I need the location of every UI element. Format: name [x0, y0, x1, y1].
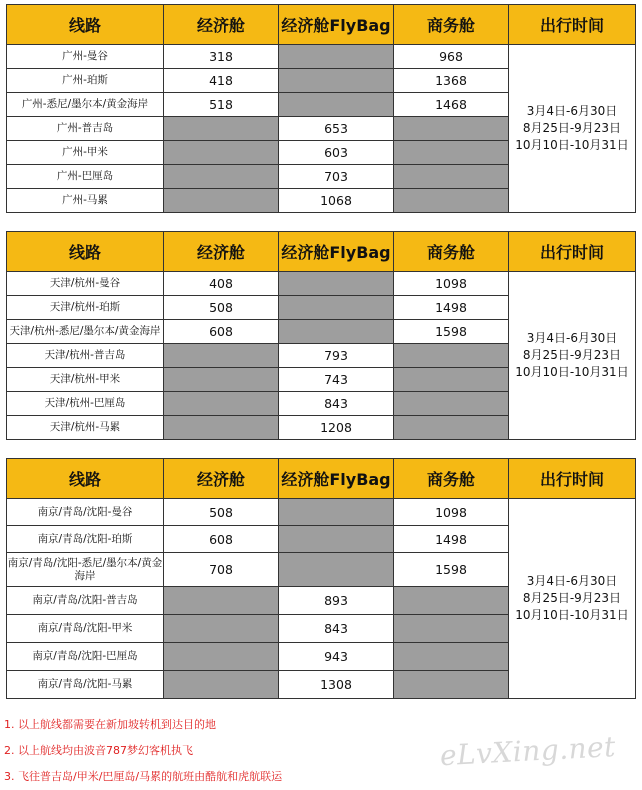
- flybag-price-cell: 893: [279, 587, 394, 615]
- header-route: 线路: [7, 5, 164, 45]
- header-economy: 经济舱: [164, 459, 279, 499]
- travel-period-line3: 10月10日-10月31日: [515, 608, 629, 622]
- header-period: 出行时间: [509, 5, 636, 45]
- unavailable-cell: [164, 344, 279, 368]
- travel-period-line1: 3月4日-6月30日: [526, 104, 618, 118]
- route-cell: 天津/杭州-曼谷: [7, 272, 164, 296]
- route-cell: 南京/青岛/沈阳-巴厘岛: [7, 643, 164, 671]
- unavailable-cell: [279, 526, 394, 553]
- header-flybag: 经济舱FlyBag: [279, 459, 394, 499]
- unavailable-cell: [164, 643, 279, 671]
- note-3: 3. 飞往普吉岛/甲米/巴厘岛/马累的航班由酷航和虎航联运: [4, 770, 283, 783]
- business-price-cell: 1098: [394, 272, 509, 296]
- unavailable-cell: [394, 671, 509, 699]
- business-price-cell: 968: [394, 45, 509, 69]
- route-cell: 广州-悉尼/墨尔本/黄金海岸: [7, 93, 164, 117]
- business-price-cell: 1098: [394, 499, 509, 526]
- business-price-cell: 1598: [394, 553, 509, 587]
- route-cell: 南京/青岛/沈阳-普吉岛: [7, 587, 164, 615]
- unavailable-cell: [164, 416, 279, 440]
- unavailable-cell: [394, 615, 509, 643]
- header-economy: 经济舱: [164, 5, 279, 45]
- business-price-cell: 1598: [394, 320, 509, 344]
- flybag-price-cell: 743: [279, 368, 394, 392]
- route-cell: 天津/杭州-巴厘岛: [7, 392, 164, 416]
- header-row: [7, 232, 636, 272]
- travel-period-line2: 8月25日-9月23日: [522, 348, 622, 362]
- unavailable-cell: [164, 165, 279, 189]
- route-cell: 广州-马累: [7, 189, 164, 213]
- flybag-price-cell: 793: [279, 344, 394, 368]
- unavailable-cell: [394, 141, 509, 165]
- travel-period-line1: 3月4日-6月30日: [526, 331, 618, 345]
- business-price-cell: 1498: [394, 526, 509, 553]
- route-cell: 天津/杭州-甲米: [7, 368, 164, 392]
- route-cell: 广州-甲米: [7, 141, 164, 165]
- flybag-price-cell: 1308: [279, 671, 394, 699]
- economy-price-cell: 608: [164, 526, 279, 553]
- flybag-price-cell: 703: [279, 165, 394, 189]
- route-cell: 广州-珀斯: [7, 69, 164, 93]
- note-1: 1. 以上航线都需要在新加坡转机到达目的地: [4, 718, 216, 731]
- unavailable-cell: [394, 189, 509, 213]
- unavailable-cell: [279, 45, 394, 69]
- route-cell: 广州-普吉岛: [7, 117, 164, 141]
- travel-period-cell: [509, 272, 636, 440]
- header-business: 商务舱: [394, 5, 509, 45]
- economy-price-cell: 508: [164, 296, 279, 320]
- route-cell: 南京/青岛/沈阳-珀斯: [7, 526, 164, 553]
- flybag-price-cell: 603: [279, 141, 394, 165]
- travel-period-line2: 8月25日-9月23日: [522, 121, 622, 135]
- unavailable-cell: [394, 344, 509, 368]
- unavailable-cell: [279, 93, 394, 117]
- unavailable-cell: [279, 296, 394, 320]
- unavailable-cell: [164, 615, 279, 643]
- route-cell: 广州-曼谷: [7, 45, 164, 69]
- travel-period-line3: 10月10日-10月31日: [515, 138, 629, 152]
- unavailable-cell: [164, 587, 279, 615]
- unavailable-cell: [394, 416, 509, 440]
- business-price-cell: 1368: [394, 69, 509, 93]
- route-cell: 天津/杭州-悉尼/墨尔本/黄金海岸: [7, 320, 164, 344]
- flybag-price-cell: 843: [279, 392, 394, 416]
- unavailable-cell: [279, 553, 394, 587]
- header-route: 线路: [7, 232, 164, 272]
- table-row: [7, 499, 636, 526]
- unavailable-cell: [279, 69, 394, 93]
- header-period: 出行时间: [509, 232, 636, 272]
- economy-price-cell: 318: [164, 45, 279, 69]
- unavailable-cell: [164, 141, 279, 165]
- route-cell: 南京/青岛/沈阳-悉尼/墨尔本/黄金海岸: [7, 553, 164, 587]
- flybag-price-cell: 1208: [279, 416, 394, 440]
- travel-period-line1: 3月4日-6月30日: [526, 574, 618, 588]
- unavailable-cell: [279, 499, 394, 526]
- flybag-price-cell: 943: [279, 643, 394, 671]
- watermark-logo: eLvXing.net: [439, 730, 617, 773]
- unavailable-cell: [394, 392, 509, 416]
- unavailable-cell: [394, 643, 509, 671]
- note-2: 2. 以上航线均由波音787梦幻客机执飞: [4, 744, 193, 757]
- unavailable-cell: [394, 117, 509, 141]
- header-business: 商务舱: [394, 232, 509, 272]
- travel-period-line2: 8月25日-9月23日: [522, 591, 622, 605]
- header-economy: 经济舱: [164, 232, 279, 272]
- unavailable-cell: [164, 392, 279, 416]
- flybag-price-cell: 843: [279, 615, 394, 643]
- unavailable-cell: [164, 671, 279, 699]
- header-route: 线路: [7, 459, 164, 499]
- unavailable-cell: [394, 587, 509, 615]
- header-flybag: 经济舱FlyBag: [279, 5, 394, 45]
- header-row: [7, 459, 636, 499]
- unavailable-cell: [164, 117, 279, 141]
- header-flybag: 经济舱FlyBag: [279, 232, 394, 272]
- business-price-cell: 1468: [394, 93, 509, 117]
- fare-table-tianjin-hangzhou: [6, 231, 636, 440]
- notes: [4, 712, 424, 790]
- route-cell: 南京/青岛/沈阳-马累: [7, 671, 164, 699]
- travel-period-line3: 10月10日-10月31日: [515, 365, 629, 379]
- economy-price-cell: 708: [164, 553, 279, 587]
- unavailable-cell: [279, 272, 394, 296]
- business-price-cell: 1498: [394, 296, 509, 320]
- route-cell: 南京/青岛/沈阳-曼谷: [7, 499, 164, 526]
- economy-price-cell: 608: [164, 320, 279, 344]
- route-cell: 广州-巴厘岛: [7, 165, 164, 189]
- fare-table-nanjing-qingdao-shenyang: [6, 458, 636, 699]
- route-cell: 天津/杭州-普吉岛: [7, 344, 164, 368]
- economy-price-cell: 408: [164, 272, 279, 296]
- route-cell: 天津/杭州-珀斯: [7, 296, 164, 320]
- header-row: [7, 5, 636, 45]
- header-business: 商务舱: [394, 459, 509, 499]
- header-period: 出行时间: [509, 459, 636, 499]
- unavailable-cell: [394, 165, 509, 189]
- table-row: [7, 45, 636, 69]
- economy-price-cell: 418: [164, 69, 279, 93]
- flybag-price-cell: 653: [279, 117, 394, 141]
- unavailable-cell: [164, 189, 279, 213]
- unavailable-cell: [164, 368, 279, 392]
- unavailable-cell: [394, 368, 509, 392]
- economy-price-cell: 508: [164, 499, 279, 526]
- travel-period-cell: [509, 499, 636, 699]
- flybag-price-cell: 1068: [279, 189, 394, 213]
- travel-period-cell: [509, 45, 636, 213]
- route-cell: 天津/杭州-马累: [7, 416, 164, 440]
- unavailable-cell: [279, 320, 394, 344]
- fare-table-guangzhou: [6, 4, 636, 213]
- table-row: [7, 272, 636, 296]
- route-cell: 南京/青岛/沈阳-甲米: [7, 615, 164, 643]
- economy-price-cell: 518: [164, 93, 279, 117]
